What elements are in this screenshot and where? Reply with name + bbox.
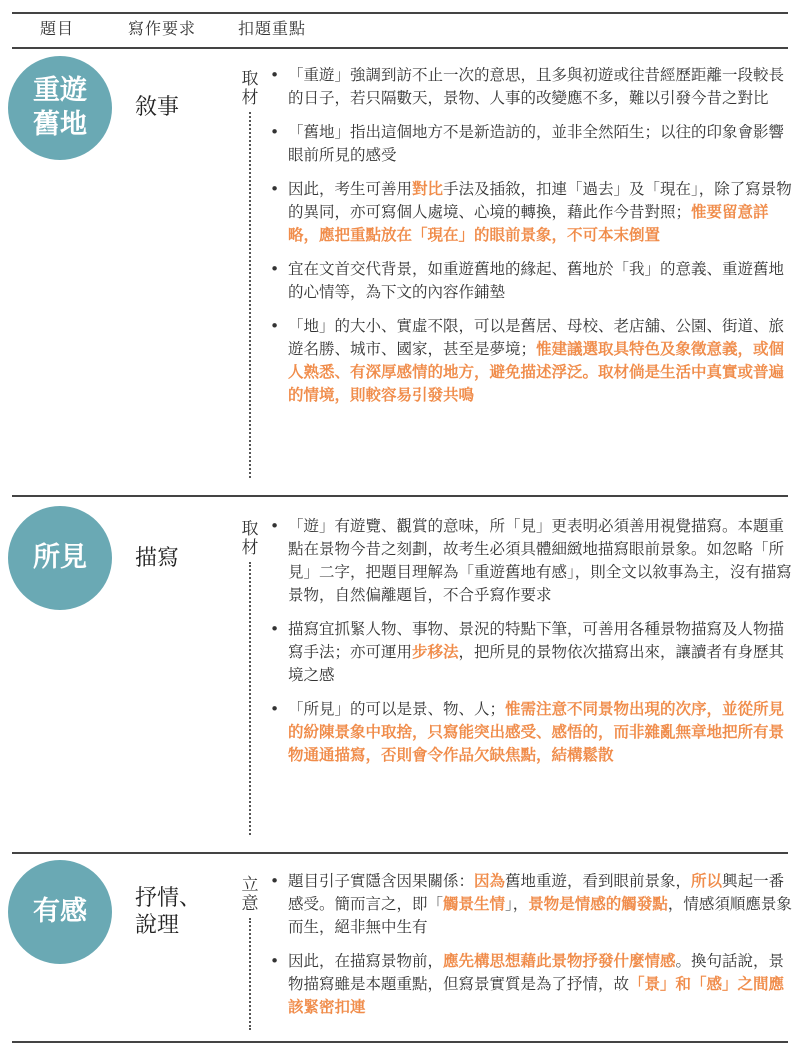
bullet-text: 「所見」的可以是景、物、人；: [288, 700, 506, 718]
section-2-label-char-2: 材: [241, 538, 259, 558]
section-1-dotted-divider: [249, 112, 251, 478]
header-top-rule: [12, 12, 788, 14]
section-2-divider: [12, 852, 788, 854]
section-1-label-char-2: 材: [241, 88, 259, 108]
section-1-bullet-5: [266, 315, 792, 407]
section-1-requirement: 敘事: [135, 95, 180, 120]
header-topic: 題目: [40, 19, 75, 38]
bullet-text: 興起一番感受。簡而言之，即「: [288, 872, 785, 913]
highlighted-text: 景物是情感的觸發點: [528, 895, 668, 913]
highlighted-text: 觸景生情: [443, 895, 506, 913]
bullet-text: 題目引子實隱含因果關係：: [288, 872, 475, 890]
bullet-text: 「重遊」強調到訪不止一次的意思，且多與初遊或往昔經歷距離一段較長的日子，若只隔數天，景物、人事的改變應不多，難以引發今昔之對比: [288, 66, 785, 107]
section-1-keyword: 重遊舊地: [33, 75, 87, 140]
section-3-label-char-1: 立: [241, 875, 259, 895]
section-3-bullet-list: [266, 870, 792, 1030]
highlighted-text: 所以: [691, 872, 723, 890]
section-1-divider: [12, 495, 788, 497]
section-2-bullet-3: [266, 698, 792, 767]
bullet-text: 手法及插敘，扣連「過去」及「現在」，除了寫景物的異同，亦可寫個人處境、心境的轉換，藉此作今昔對照；: [288, 180, 792, 221]
section-1-bullet-1: [266, 64, 792, 110]
bullet-text: 」，: [505, 895, 529, 913]
bullet-text: 舊地重遊，看到眼前景象，: [505, 872, 692, 890]
section-3-requirement: 抒情、說理: [135, 886, 202, 938]
section-1-bullet-list: [266, 64, 792, 418]
section-3-bullet-1: [266, 870, 792, 939]
highlighted-text: 應先構思想藉此景物抒發什麼情感: [443, 952, 676, 970]
section-3-keyword-badge: [8, 860, 112, 964]
bullet-text: 因此，考生可善用: [288, 180, 413, 198]
section-2-dotted-divider: [249, 562, 251, 835]
bullet-text: 「舊地」指出這個地方不是新造訪的，並非全然陌生；以往的印象會影響眼前所見的感受: [288, 123, 785, 164]
bullet-text: ，情感須順應景象而生，絕非無中生有: [288, 895, 792, 936]
section-2-bullet-1: [266, 515, 792, 607]
header-key-points: 扣題重點: [238, 19, 307, 38]
bullet-text: 因此，在描寫景物前，: [288, 952, 444, 970]
section-2-keyword: 所見: [33, 542, 87, 573]
section-3-label-char-2: 意: [241, 894, 259, 914]
highlighted-text: 對比: [412, 180, 444, 198]
section-1-bullet-2: [266, 121, 792, 167]
bullet-text: 宜在文首交代背景，如重遊舊地的緣起、舊地於「我」的意義、重遊舊地的心情等，為下文的內容作鋪墊: [288, 260, 785, 301]
section-3-bullet-2: [266, 950, 792, 1019]
section-1-label-char-1: 取: [241, 69, 259, 89]
section-3-dotted-divider: [249, 918, 251, 1030]
highlighted-text: 惟建議選取具特色及象徵意義，或個人熟悉、有深厚感情的地方，避免描述浮泛。取材倘是生活中真實或普遍的情境，則較容易引發共鳴: [288, 340, 785, 404]
section-1-keyword-badge: [8, 56, 112, 160]
section-2-label: [238, 520, 262, 558]
header-bottom-rule: [12, 47, 788, 49]
section-1-label: [238, 70, 262, 108]
section-2-requirement: 描寫: [135, 546, 180, 571]
header-requirement: 寫作要求: [128, 19, 197, 38]
bullet-text: ，把所見的景物依次描寫出來，讓讀者有身歷其境之感: [288, 643, 785, 684]
section-1-bullet-4: [266, 258, 792, 304]
section-2-label-char-1: 取: [241, 519, 259, 539]
section-2-bullet-2: [266, 618, 792, 687]
bullet-text: 「遊」有遊覽、觀賞的意味，所「見」更表明必須善用視覺描寫。本題重點在景物今昔之刻劃，故考生必須具體細緻地描寫眼前景象。如忽略「所見」二字，把題目理解為「重遊舊地有感」，則全文以敘事為主，沒有描寫景物，自然偏離題旨，不合乎寫作要求: [288, 517, 792, 604]
section-1-bullet-3: [266, 178, 792, 247]
highlighted-text: 惟需注意不同景物出現的次序，並從所見的紛陳景象中取捨，只寫能突出感受、感悟的，而非雜亂無章地把所有景物通通描寫，否則會令作品欠缺焦點，結構鬆散: [288, 700, 785, 764]
highlighted-text: 因為: [474, 872, 506, 890]
section-3-label: [238, 876, 262, 914]
highlighted-text: 惟要留意詳略，應把重點放在「現在」的眼前景象，不可本末倒置: [288, 203, 769, 244]
highlighted-text: 「景」和「感」之間應該緊密扣連: [288, 975, 785, 1016]
section-2-keyword-badge: [8, 506, 112, 610]
highlighted-text: 步移法: [412, 643, 459, 661]
bullet-text: 描寫宜抓緊人物、事物、景況的特點下筆，可善用各種景物描寫及人物描寫手法；亦可運用: [288, 620, 785, 661]
section-3-keyword: 有感: [33, 896, 87, 927]
bullet-text: 。換句話說，景物描寫雖是本題重點，但寫景實質是為了抒情，故: [288, 952, 785, 993]
section-2-bullet-list: [266, 515, 792, 778]
bullet-text: 「地」的大小、實虛不限，可以是舊居、母校、老店舖、公園、街道、旅遊名勝、城市、國家，甚至是夢境；: [288, 317, 785, 358]
section-3-divider: [12, 1041, 788, 1043]
